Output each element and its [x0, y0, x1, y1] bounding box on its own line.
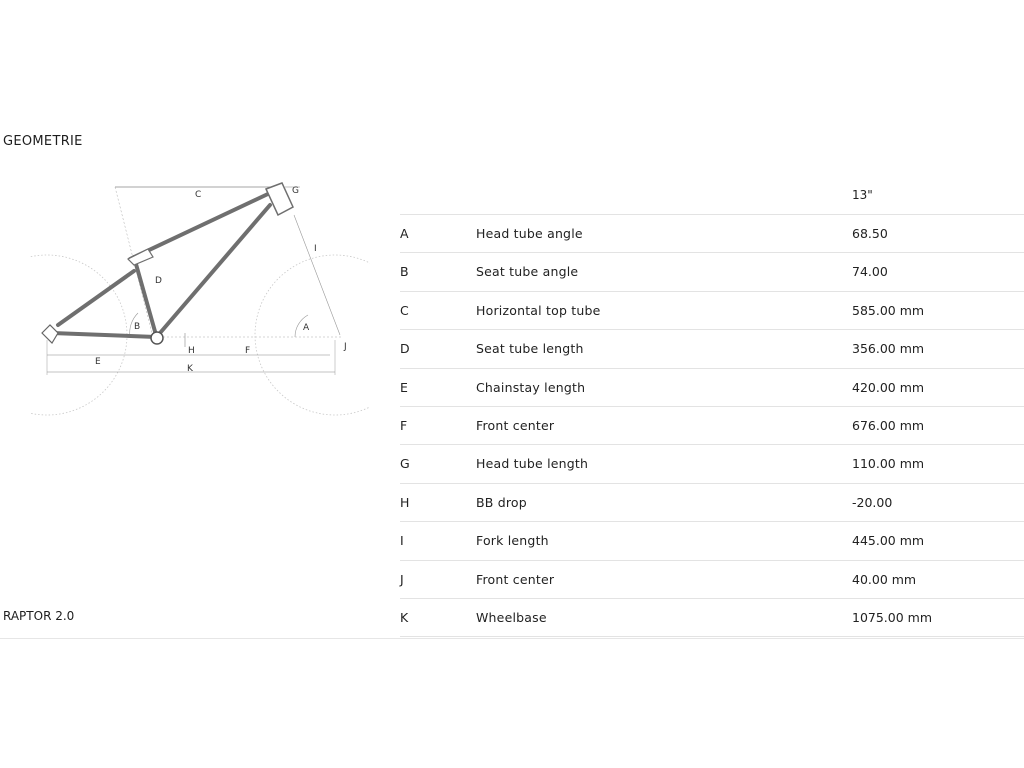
- row-value: 40.00 mm: [852, 571, 917, 587]
- table-row: [400, 445, 1024, 483]
- diagram-label-k: K: [187, 364, 193, 374]
- row-letter: D: [400, 341, 410, 357]
- bike-frame: [52, 193, 270, 337]
- row-name: Wheelbase: [476, 609, 547, 625]
- row-name: Seat tube length: [476, 341, 584, 357]
- row-name: Fork length: [476, 533, 549, 549]
- row-letter: C: [400, 302, 409, 318]
- row-name: Chainstay length: [476, 379, 586, 395]
- diagram-label-d: D: [155, 276, 162, 286]
- section-title: GEOMETRIE: [3, 134, 83, 149]
- row-value: -20.00: [852, 494, 893, 510]
- row-name: Seat tube angle: [476, 264, 579, 280]
- row-letter: K: [400, 609, 409, 625]
- diagram-label-i: I: [314, 244, 317, 254]
- row-letter: E: [400, 379, 408, 395]
- row-value: 110.00 mm: [852, 456, 925, 472]
- diagram-label-c: C: [195, 190, 202, 200]
- diagram-label-g: G: [292, 186, 299, 196]
- diagram-label-f: F: [245, 346, 251, 356]
- row-name: Front center: [476, 571, 555, 587]
- diagram-label-h: H: [188, 346, 195, 356]
- table-row: [400, 253, 1024, 291]
- bottom-bracket: [151, 332, 163, 344]
- table-row: [400, 484, 1024, 522]
- table-row: [400, 292, 1024, 330]
- row-name: Head tube length: [476, 456, 589, 472]
- row-name: Front center: [476, 417, 555, 433]
- row-letter: F: [400, 417, 408, 433]
- size-column-header: 13": [852, 188, 873, 202]
- diagram-label-j: J: [344, 342, 347, 352]
- table-row: [400, 369, 1024, 407]
- table-row: [400, 561, 1024, 599]
- row-value: 68.50: [852, 226, 888, 241]
- row-value: 445.00 mm: [852, 533, 925, 549]
- bottom-divider: [0, 638, 1024, 639]
- seat-clamp: [128, 249, 153, 265]
- row-name: Horizontal top tube: [476, 302, 601, 318]
- row-value: 585.00 mm: [852, 302, 925, 318]
- diagram-label-e: E: [95, 357, 101, 367]
- model-name: RAPTOR 2.0: [3, 609, 75, 623]
- row-value: 1075.00 mm: [852, 609, 933, 625]
- diagram-label-b: B: [134, 322, 141, 332]
- row-letter: J: [400, 571, 404, 587]
- rear-dropout: [42, 325, 58, 343]
- dim-line-i: [294, 215, 340, 335]
- frame-geometry-diagram: [30, 175, 370, 425]
- head-tube: [266, 183, 293, 215]
- row-name: BB drop: [476, 494, 527, 510]
- row-value: 356.00 mm: [852, 341, 925, 357]
- diagram-label-a: A: [303, 323, 310, 333]
- row-name: Head tube angle: [476, 226, 583, 241]
- table-row: [400, 599, 1024, 637]
- table-header: [400, 176, 1024, 215]
- table-row: [400, 330, 1024, 368]
- row-value: 420.00 mm: [852, 379, 925, 395]
- geometry-table: [400, 176, 1024, 637]
- row-letter: H: [400, 494, 410, 510]
- row-value: 74.00: [852, 264, 888, 280]
- table-row: [400, 215, 1024, 253]
- table-row: [400, 522, 1024, 560]
- row-letter: G: [400, 456, 410, 472]
- front-wheel-outline: [255, 255, 370, 415]
- row-letter: A: [400, 226, 409, 241]
- row-letter: I: [400, 533, 404, 549]
- row-value: 676.00 mm: [852, 417, 925, 433]
- row-letter: B: [400, 264, 409, 280]
- table-row: [400, 407, 1024, 445]
